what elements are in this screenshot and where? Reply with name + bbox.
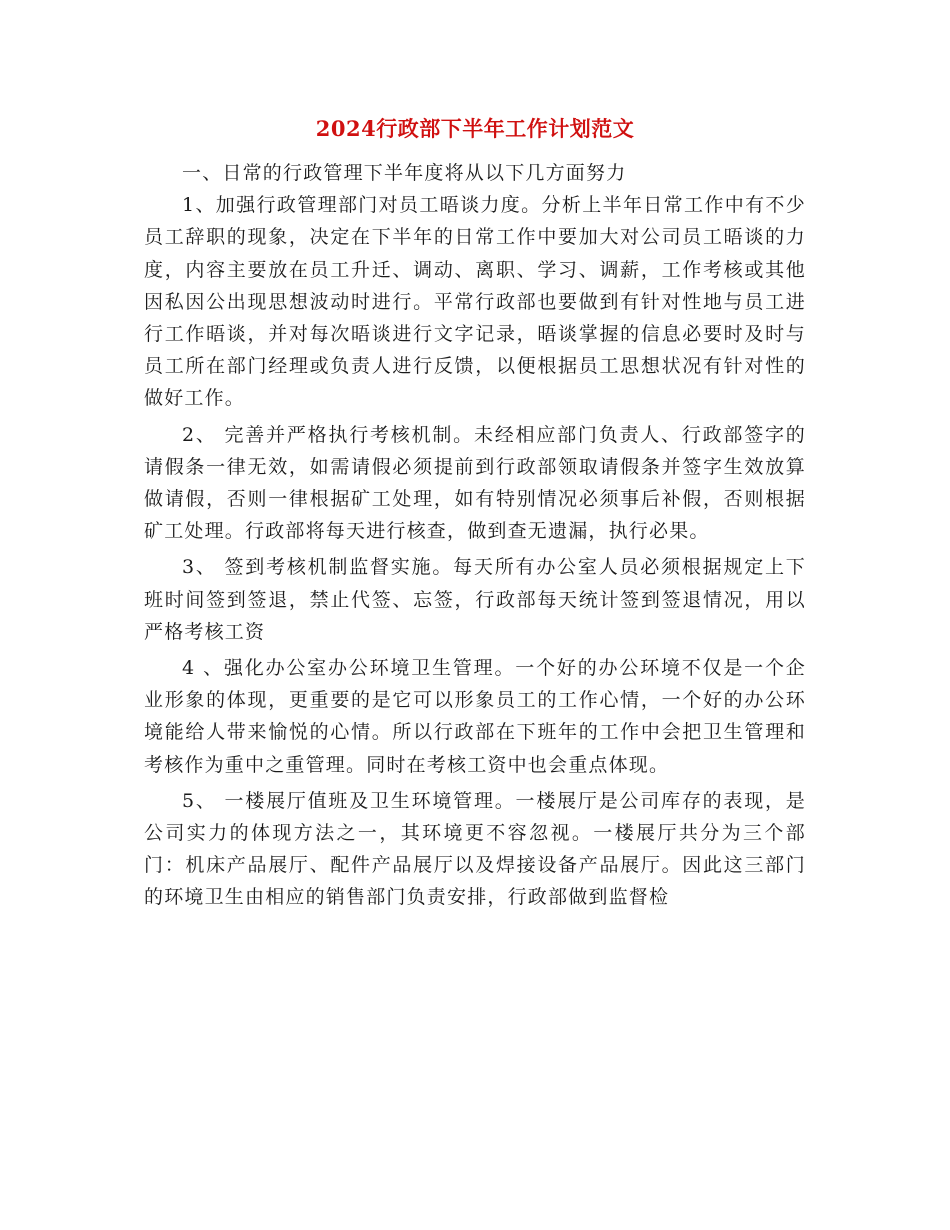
paragraph-item-4: 4 、强化办公室办公环境卫生管理。一个好的办公环境不仅是一个企业形象的体现，更重要的是它可以形象员工的工作心情，一个好的办公环境能给人带来愉悦的心情。所以行政部在下班年的工作中会把卫生管理和考核作为重中之重管理。同时在考核工资中也会重点体现。 (144, 657, 806, 776)
section-heading: 一、日常的行政管理下半年度将从以下几方面努力 (182, 162, 627, 184)
document-title: 2024行政部下半年工作计划范文 (315, 116, 635, 141)
paragraph-item-2: 2、 完善并严格执行考核机制。未经相应部门负责人、行政部签字的请假条一律无效，如需请假必须提前到行政部领取请假条并签字生效放算做请假，否则一律根据矿工处理，如有特别情况必须事后补假，否则根据矿工处理。行政部将每天进行核查，做到查无遗漏，执行必果。 (144, 423, 806, 543)
paragraph-item-3: 3、 签到考核机制监督实施。每天所有办公室人员必须根据规定上下班时间签到签退，禁止代签、忘签，行政部每天统计签到签退情况，用以严格考核工资 (144, 556, 806, 643)
paragraph-item-5: 5、 一楼展厅值班及卫生环境管理。一楼展厅是公司库存的表现，是公司实力的体现方法之一，其环境更不容忽视。一楼展厅共分为三个部门：机床产品展厅、配件产品展厅以及焊接设备产品展厅。因此这三部门的环境卫生由相应的销售部门负责安排，行政部做到监督检 (144, 789, 806, 909)
document-body (144, 157, 806, 918)
paragraph-item-1: 1、加强行政管理部门对员工晤谈力度。分析上半年日常工作中有不少员工辞职的现象，决定在下半年的日常工作中要加大对公司员工晤谈的力度，内容主要放在员工升迁、调动、离职、学习、调薪，工作考核或其他因私因公出现思想波动时进行。平常行政部也要做到有针对性地与员工进行工作晤谈，并对每次晤谈进行文字记录，晤谈掌握的信息必要时及时与员工所在部门经理或负责人进行反馈，以便根据员工思想状况有针对性的做好工作。 (144, 194, 806, 410)
